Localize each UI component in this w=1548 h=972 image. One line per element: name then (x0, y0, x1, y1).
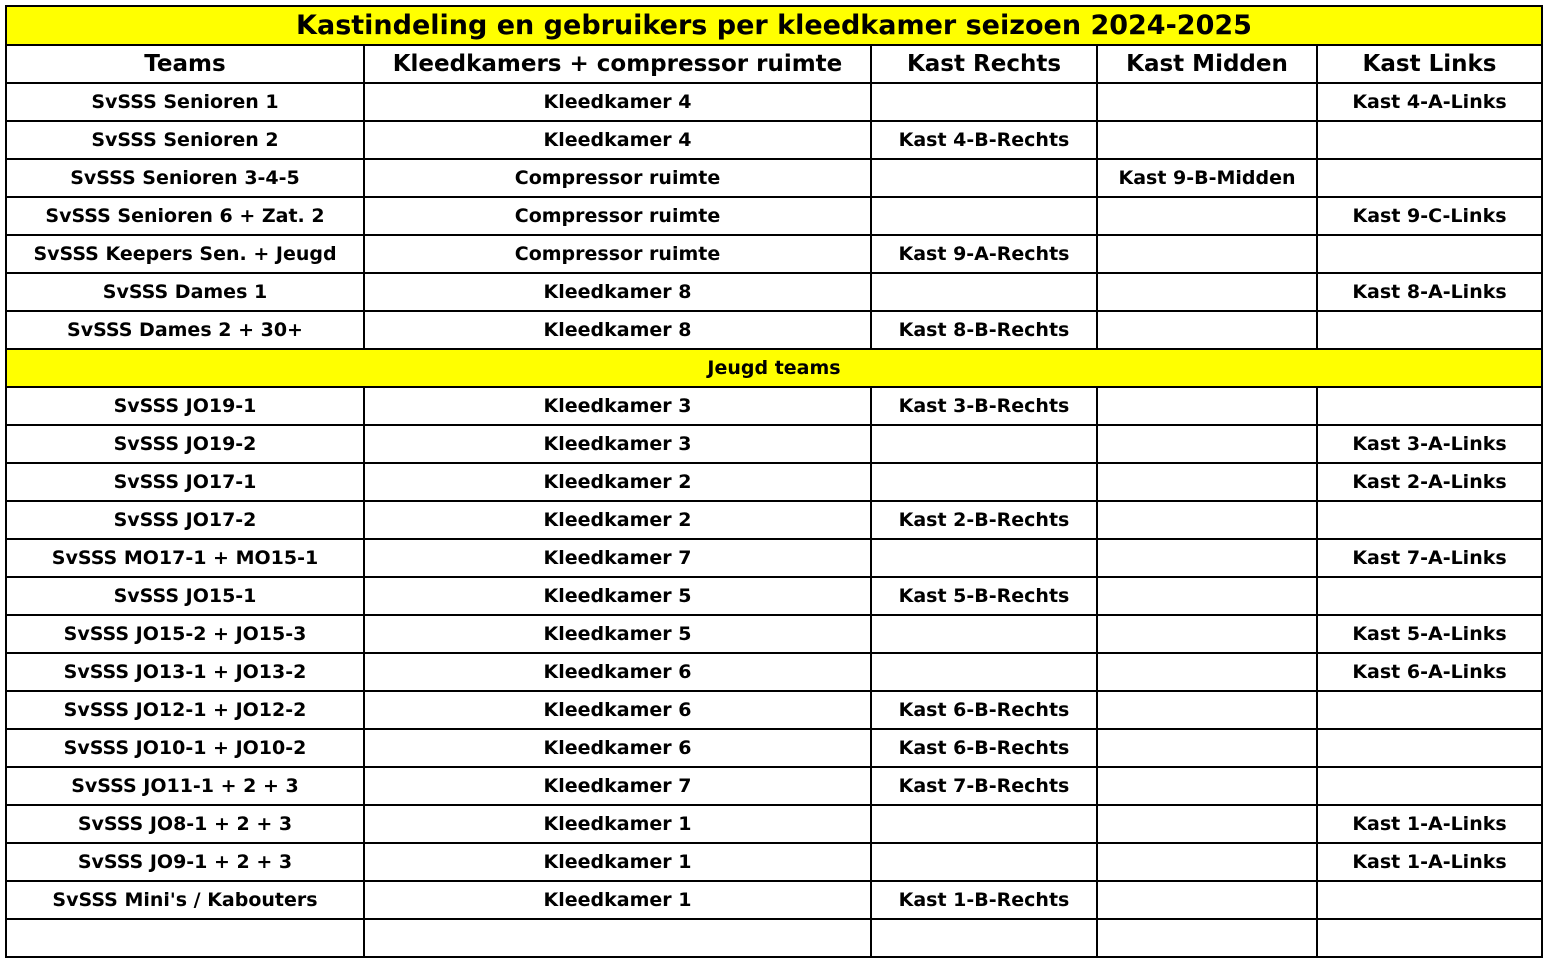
kast-rechts-cell (871, 843, 1097, 881)
kast-midden-cell (1097, 83, 1317, 121)
room-cell: Compressor ruimte (364, 197, 871, 235)
kast-rechts-cell (871, 273, 1097, 311)
kast-links-cell: Kast 3-A-Links (1317, 425, 1542, 463)
kast-links-cell: Kast 9-C-Links (1317, 197, 1542, 235)
table-row (6, 729, 1542, 767)
kast-rechts-cell: Kast 2-B-Rechts (871, 501, 1097, 539)
table-row (6, 577, 1542, 615)
table-row (6, 197, 1542, 235)
team-cell: SvSSS JO19-1 (6, 387, 364, 425)
table-row (6, 615, 1542, 653)
kast-rechts-cell (871, 653, 1097, 691)
youth-section-title: Jeugd teams (6, 349, 1542, 387)
header-room: Kleedkamers + compressor ruimte (364, 45, 871, 83)
kast-midden-cell (1097, 311, 1317, 349)
kast-midden-cell (1097, 881, 1317, 919)
room-cell: Kleedkamer 7 (364, 539, 871, 577)
team-cell: SvSSS Senioren 2 (6, 121, 364, 159)
kast-rechts-cell: Kast 6-B-Rechts (871, 729, 1097, 767)
locker-assignment-table (5, 5, 1543, 958)
kast-midden-cell (1097, 539, 1317, 577)
team-cell: SvSSS JO15-2 + JO15-3 (6, 615, 364, 653)
kast-links-cell (1317, 881, 1542, 919)
kast-rechts-cell: Kast 7-B-Rechts (871, 767, 1097, 805)
room-cell: Kleedkamer 1 (364, 881, 871, 919)
team-cell: SvSSS JO17-2 (6, 501, 364, 539)
kast-rechts-cell (871, 615, 1097, 653)
kast-midden-cell (1097, 577, 1317, 615)
kast-links-cell: Kast 1-A-Links (1317, 843, 1542, 881)
room-cell: Kleedkamer 6 (364, 653, 871, 691)
kast-midden-cell (1097, 425, 1317, 463)
room-cell (364, 919, 871, 957)
kast-rechts-cell (871, 539, 1097, 577)
kast-rechts-cell: Kast 4-B-Rechts (871, 121, 1097, 159)
kast-midden-cell (1097, 273, 1317, 311)
kast-links-cell: Kast 4-A-Links (1317, 83, 1542, 121)
table-row (6, 463, 1542, 501)
header-kast-rechts: Kast Rechts (871, 45, 1097, 83)
kast-midden-cell (1097, 501, 1317, 539)
header-teams: Teams (6, 45, 364, 83)
title-row (6, 6, 1542, 45)
room-cell: Kleedkamer 8 (364, 311, 871, 349)
kast-rechts-cell: Kast 5-B-Rechts (871, 577, 1097, 615)
room-cell: Kleedkamer 7 (364, 767, 871, 805)
kast-rechts-cell: Kast 1-B-Rechts (871, 881, 1097, 919)
kast-links-cell: Kast 2-A-Links (1317, 463, 1542, 501)
table-row (6, 121, 1542, 159)
kast-links-cell (1317, 767, 1542, 805)
room-cell: Kleedkamer 1 (364, 843, 871, 881)
kast-links-cell: Kast 5-A-Links (1317, 615, 1542, 653)
kast-rechts-cell (871, 463, 1097, 501)
room-cell: Kleedkamer 2 (364, 463, 871, 501)
room-cell: Kleedkamer 3 (364, 387, 871, 425)
room-cell: Kleedkamer 5 (364, 577, 871, 615)
table-row (6, 311, 1542, 349)
table-row (6, 159, 1542, 197)
kast-rechts-cell (871, 159, 1097, 197)
kast-rechts-cell: Kast 9-A-Rechts (871, 235, 1097, 273)
kast-midden-cell (1097, 653, 1317, 691)
team-cell: SvSSS JO10-1 + JO10-2 (6, 729, 364, 767)
team-cell: SvSSS Dames 1 (6, 273, 364, 311)
table-row (6, 83, 1542, 121)
table-row (6, 843, 1542, 881)
kast-links-cell: Kast 6-A-Links (1317, 653, 1542, 691)
table-body (6, 6, 1542, 957)
kast-links-cell (1317, 387, 1542, 425)
table-row (6, 805, 1542, 843)
table-row (6, 691, 1542, 729)
room-cell: Kleedkamer 5 (364, 615, 871, 653)
kast-links-cell (1317, 577, 1542, 615)
table-row (6, 767, 1542, 805)
table-row (6, 387, 1542, 425)
kast-midden-cell (1097, 235, 1317, 273)
kast-rechts-cell (871, 197, 1097, 235)
kast-rechts-cell: Kast 6-B-Rechts (871, 691, 1097, 729)
kast-links-cell (1317, 121, 1542, 159)
table-row (6, 539, 1542, 577)
team-cell: SvSSS Senioren 3-4-5 (6, 159, 364, 197)
kast-midden-cell (1097, 805, 1317, 843)
kast-midden-cell (1097, 843, 1317, 881)
kast-links-cell (1317, 235, 1542, 273)
kast-links-cell (1317, 311, 1542, 349)
team-cell: SvSSS JO9-1 + 2 + 3 (6, 843, 364, 881)
kast-midden-cell (1097, 691, 1317, 729)
team-cell: SvSSS JO12-1 + JO12-2 (6, 691, 364, 729)
room-cell: Kleedkamer 4 (364, 83, 871, 121)
table-row (6, 653, 1542, 691)
header-row (6, 45, 1542, 83)
kast-rechts-cell (871, 805, 1097, 843)
room-cell: Compressor ruimte (364, 159, 871, 197)
team-cell: SvSSS JO17-1 (6, 463, 364, 501)
table-row (6, 919, 1542, 957)
table-row (6, 235, 1542, 273)
team-cell: SvSSS Keepers Sen. + Jeugd (6, 235, 364, 273)
kast-midden-cell (1097, 387, 1317, 425)
kast-links-cell: Kast 8-A-Links (1317, 273, 1542, 311)
header-kast-links: Kast Links (1317, 45, 1542, 83)
team-cell: SvSSS MO17-1 + MO15-1 (6, 539, 364, 577)
room-cell: Kleedkamer 6 (364, 691, 871, 729)
header-kast-midden: Kast Midden (1097, 45, 1317, 83)
kast-midden-cell (1097, 121, 1317, 159)
kast-links-cell (1317, 501, 1542, 539)
room-cell: Kleedkamer 1 (364, 805, 871, 843)
team-cell: SvSSS JO15-1 (6, 577, 364, 615)
team-cell (6, 919, 364, 957)
kast-links-cell (1317, 159, 1542, 197)
team-cell: SvSSS JO11-1 + 2 + 3 (6, 767, 364, 805)
kast-links-cell: Kast 7-A-Links (1317, 539, 1542, 577)
room-cell: Kleedkamer 2 (364, 501, 871, 539)
page-title: Kastindeling en gebruikers per kleedkamer seizoen 2024-2025 (6, 6, 1542, 45)
team-cell: SvSSS Mini's / Kabouters (6, 881, 364, 919)
kast-midden-cell (1097, 729, 1317, 767)
kast-links-cell (1317, 691, 1542, 729)
team-cell: SvSSS Senioren 6 + Zat. 2 (6, 197, 364, 235)
team-cell: SvSSS JO19-2 (6, 425, 364, 463)
kast-links-cell: Kast 1-A-Links (1317, 805, 1542, 843)
kast-links-cell (1317, 919, 1542, 957)
room-cell: Kleedkamer 8 (364, 273, 871, 311)
kast-links-cell (1317, 729, 1542, 767)
room-cell: Kleedkamer 4 (364, 121, 871, 159)
room-cell: Kleedkamer 6 (364, 729, 871, 767)
kast-midden-cell (1097, 197, 1317, 235)
kast-midden-cell: Kast 9-B-Midden (1097, 159, 1317, 197)
kast-rechts-cell (871, 919, 1097, 957)
kast-midden-cell (1097, 615, 1317, 653)
kast-rechts-cell (871, 425, 1097, 463)
table-row (6, 273, 1542, 311)
kast-midden-cell (1097, 767, 1317, 805)
youth-section-row (6, 349, 1542, 387)
team-cell: SvSSS Dames 2 + 30+ (6, 311, 364, 349)
kast-rechts-cell: Kast 3-B-Rechts (871, 387, 1097, 425)
kast-midden-cell (1097, 463, 1317, 501)
room-cell: Kleedkamer 3 (364, 425, 871, 463)
team-cell: SvSSS JO8-1 + 2 + 3 (6, 805, 364, 843)
team-cell: SvSSS JO13-1 + JO13-2 (6, 653, 364, 691)
kast-rechts-cell (871, 83, 1097, 121)
table-row (6, 425, 1542, 463)
room-cell: Compressor ruimte (364, 235, 871, 273)
kast-midden-cell (1097, 919, 1317, 957)
team-cell: SvSSS Senioren 1 (6, 83, 364, 121)
table-row (6, 881, 1542, 919)
table-row (6, 501, 1542, 539)
kast-rechts-cell: Kast 8-B-Rechts (871, 311, 1097, 349)
